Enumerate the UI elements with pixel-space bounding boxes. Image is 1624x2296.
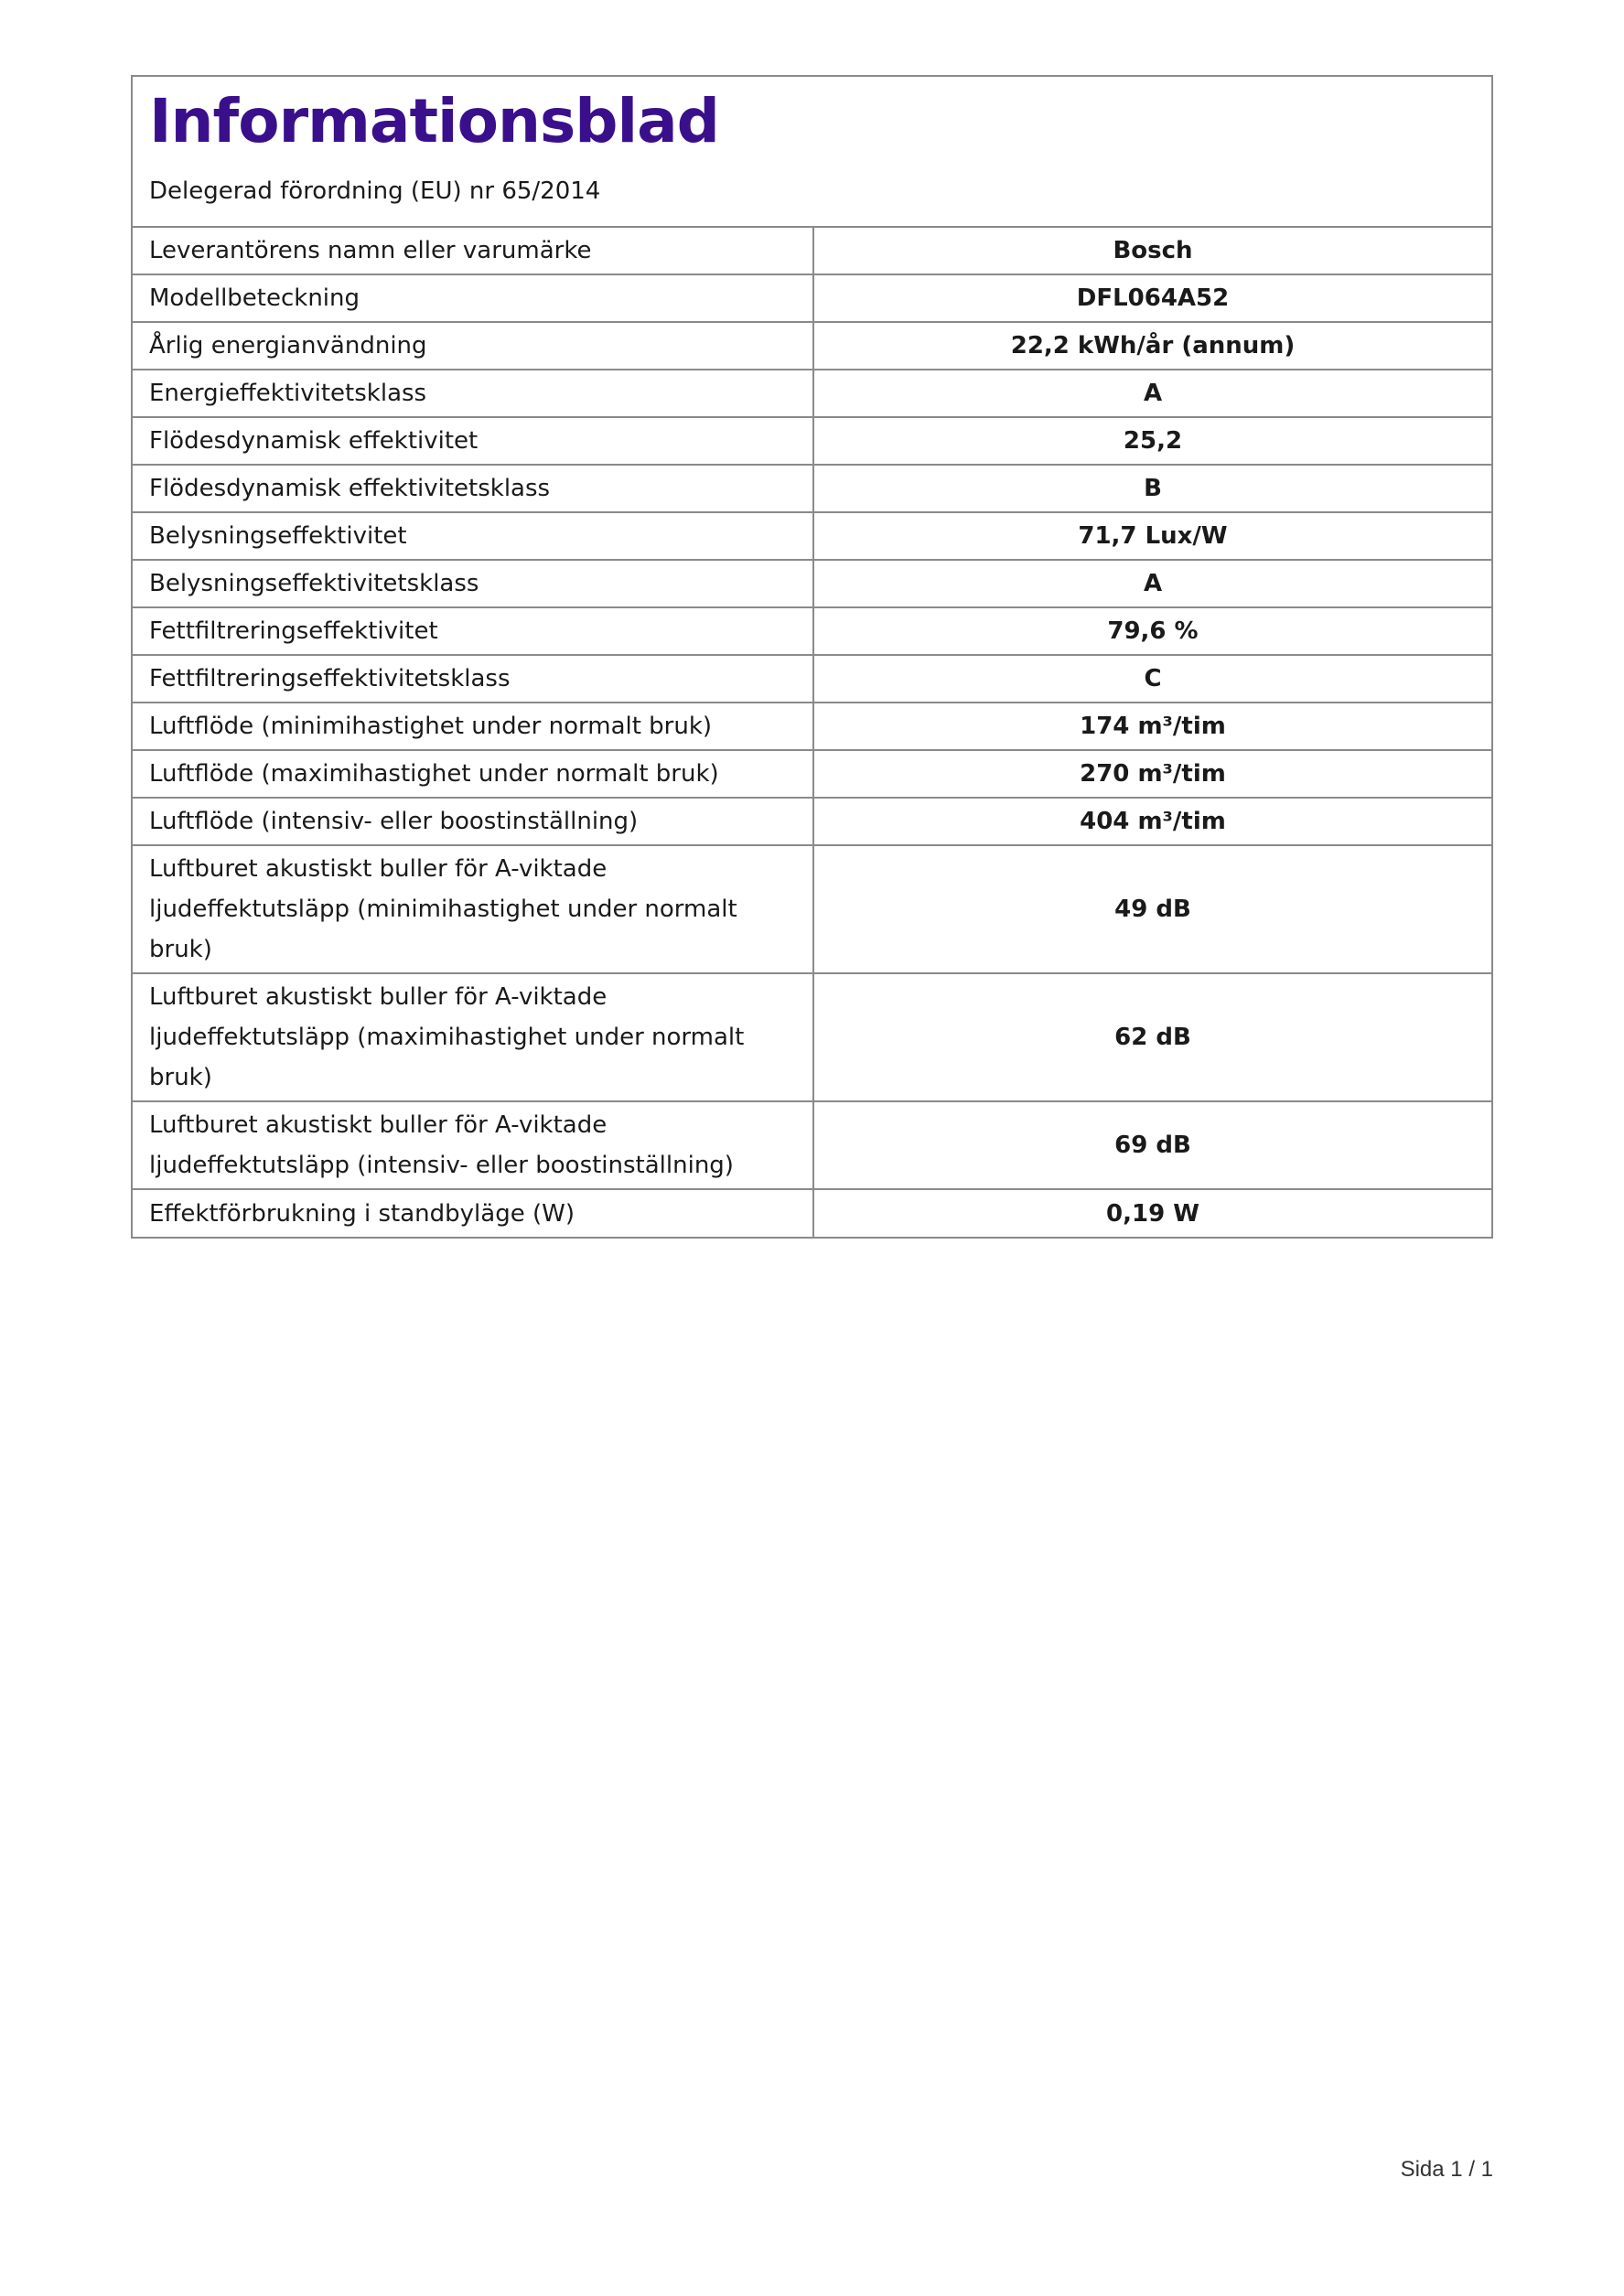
row-label: Luftflöde (minimihastighet under normalt bruk) — [133, 703, 813, 750]
table-row — [133, 322, 1491, 370]
row-value: C — [813, 655, 1491, 703]
information-sheet — [131, 75, 1493, 1239]
table-row — [133, 1189, 1491, 1236]
product-data-table — [133, 228, 1491, 1237]
row-value: 71,7 Lux/W — [813, 512, 1491, 560]
table-row — [133, 798, 1491, 845]
row-value: 270 m³/tim — [813, 750, 1491, 798]
row-label: Fettfiltreringseffektivitetsklass — [133, 655, 813, 703]
row-label: Luftburet akustiskt buller för A-viktade ljudeffektutsläpp (maximihastighet under normalt bruk) — [133, 973, 813, 1101]
row-value: A — [813, 370, 1491, 417]
table-row — [133, 655, 1491, 703]
row-value: 174 m³/tim — [813, 703, 1491, 750]
table-row — [133, 274, 1491, 322]
table-row — [133, 703, 1491, 750]
row-label: Effektförbrukning i standbyläge (W) — [133, 1189, 813, 1236]
table-row — [133, 973, 1491, 1101]
table-row — [133, 465, 1491, 512]
row-label: Modellbeteckning — [133, 274, 813, 322]
row-value: DFL064A52 — [813, 274, 1491, 322]
row-label: Energieffektivitetsklass — [133, 370, 813, 417]
row-value: 0,19 W — [813, 1189, 1491, 1236]
row-label: Belysningseffektivitetsklass — [133, 560, 813, 607]
row-value: 79,6 % — [813, 607, 1491, 655]
row-value: 25,2 — [813, 417, 1491, 465]
row-label: Belysningseffektivitet — [133, 512, 813, 560]
row-value: Bosch — [1113, 237, 1193, 265]
row-label: Leverantörens namn eller varumärke — [133, 228, 813, 274]
regulation-subtitle: Delegerad förordning (EU) nr 65/2014 — [149, 177, 601, 205]
table-row — [133, 750, 1491, 798]
row-value: 49 dB — [813, 845, 1491, 973]
page-title: Informationsblad — [149, 86, 719, 156]
row-label: Luftburet akustiskt buller för A-viktade ljudeffektutsläpp (minimihastighet under normalt bruk) — [133, 845, 813, 973]
table-row — [133, 512, 1491, 560]
row-label: Luftflöde (intensiv- eller boostinställning) — [133, 798, 813, 845]
page-number: Sida 1 / 1 — [1400, 2157, 1493, 2182]
row-value: 62 dB — [813, 973, 1491, 1101]
table-row — [133, 607, 1491, 655]
row-label: Luftburet akustiskt buller för A-viktade ljudeffektutsläpp (intensiv- eller boostinställning) — [133, 1101, 813, 1189]
row-label: Flödesdynamisk effektivitet — [133, 417, 813, 465]
row-value: B — [813, 465, 1491, 512]
table-row — [133, 560, 1491, 607]
row-value: 69 dB — [813, 1101, 1491, 1189]
row-value: 404 m³/tim — [813, 798, 1491, 845]
row-label: Flödesdynamisk effektivitetsklass — [133, 465, 813, 512]
row-label: Fettfiltreringseffektivitet — [133, 607, 813, 655]
row-label: Årlig energianvändning — [133, 322, 813, 370]
table-row — [133, 370, 1491, 417]
table-row — [133, 228, 1491, 274]
sheet-header — [133, 77, 1491, 228]
row-value: 22,2 kWh/år (annum) — [813, 322, 1491, 370]
row-label: Luftflöde (maximihastighet under normalt bruk) — [133, 750, 813, 798]
table-row — [133, 1101, 1491, 1189]
row-value: A — [813, 560, 1491, 607]
table-row — [133, 845, 1491, 973]
table-row — [133, 417, 1491, 465]
